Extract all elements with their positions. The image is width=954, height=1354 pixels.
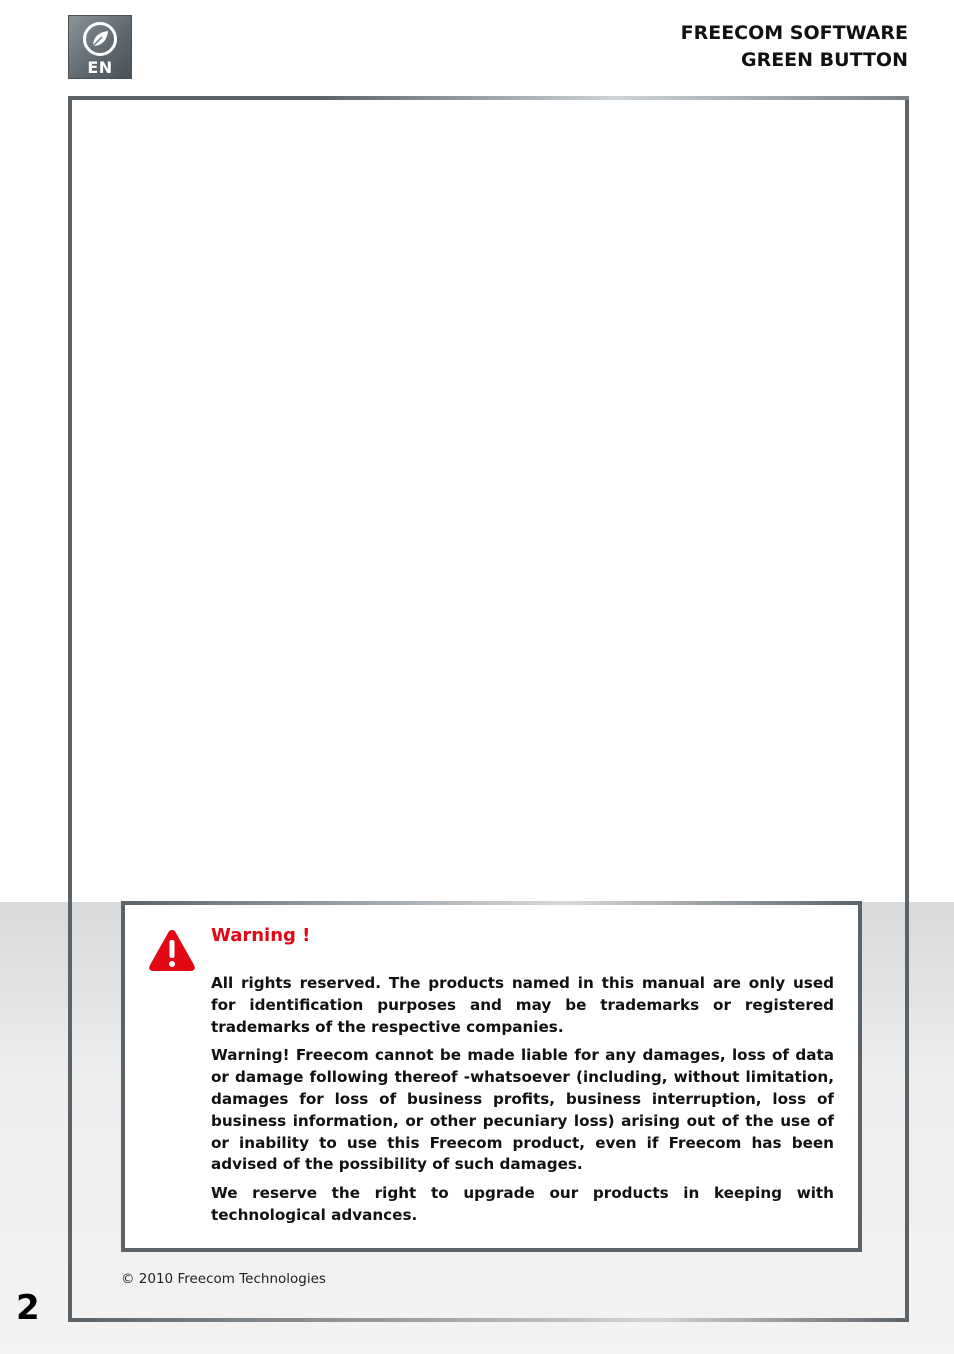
document-title-line1: FREECOM SOFTWARE: [680, 22, 908, 44]
warning-box: [121, 901, 862, 1252]
language-code: EN: [87, 58, 113, 77]
document-title: [681, 20, 908, 74]
document-title-line2: GREEN BUTTON: [740, 49, 908, 71]
leaf-icon: [83, 22, 117, 56]
language-badge: [68, 15, 132, 79]
copyright-text: © 2010 Freecom Technologies: [121, 1271, 326, 1287]
warning-title: Warning !: [211, 925, 311, 946]
warning-body: [211, 973, 834, 1234]
warning-paragraph: Warning! Freecom cannot be made liable for any damages, loss of data or damage following thereof -whatsoever (including, without limitation, damages for loss of business profits, business interruption, loss of business information, or other pecuniary loss) arising out of the use of or inability to use this Freecom product, even if Freecom has been advised of the possibility of such damages.: [211, 1046, 834, 1174]
page-number: 2: [16, 1288, 40, 1328]
warning-paragraph: All rights reserved. The products named in this manual are only used for identification purposes and may be trademarks or registered trademarks of the respective companies.: [211, 974, 834, 1036]
warning-paragraph: We reserve the right to upgrade our products in keeping with technological advances.: [211, 1184, 834, 1224]
warning-triangle-icon: [147, 927, 197, 973]
